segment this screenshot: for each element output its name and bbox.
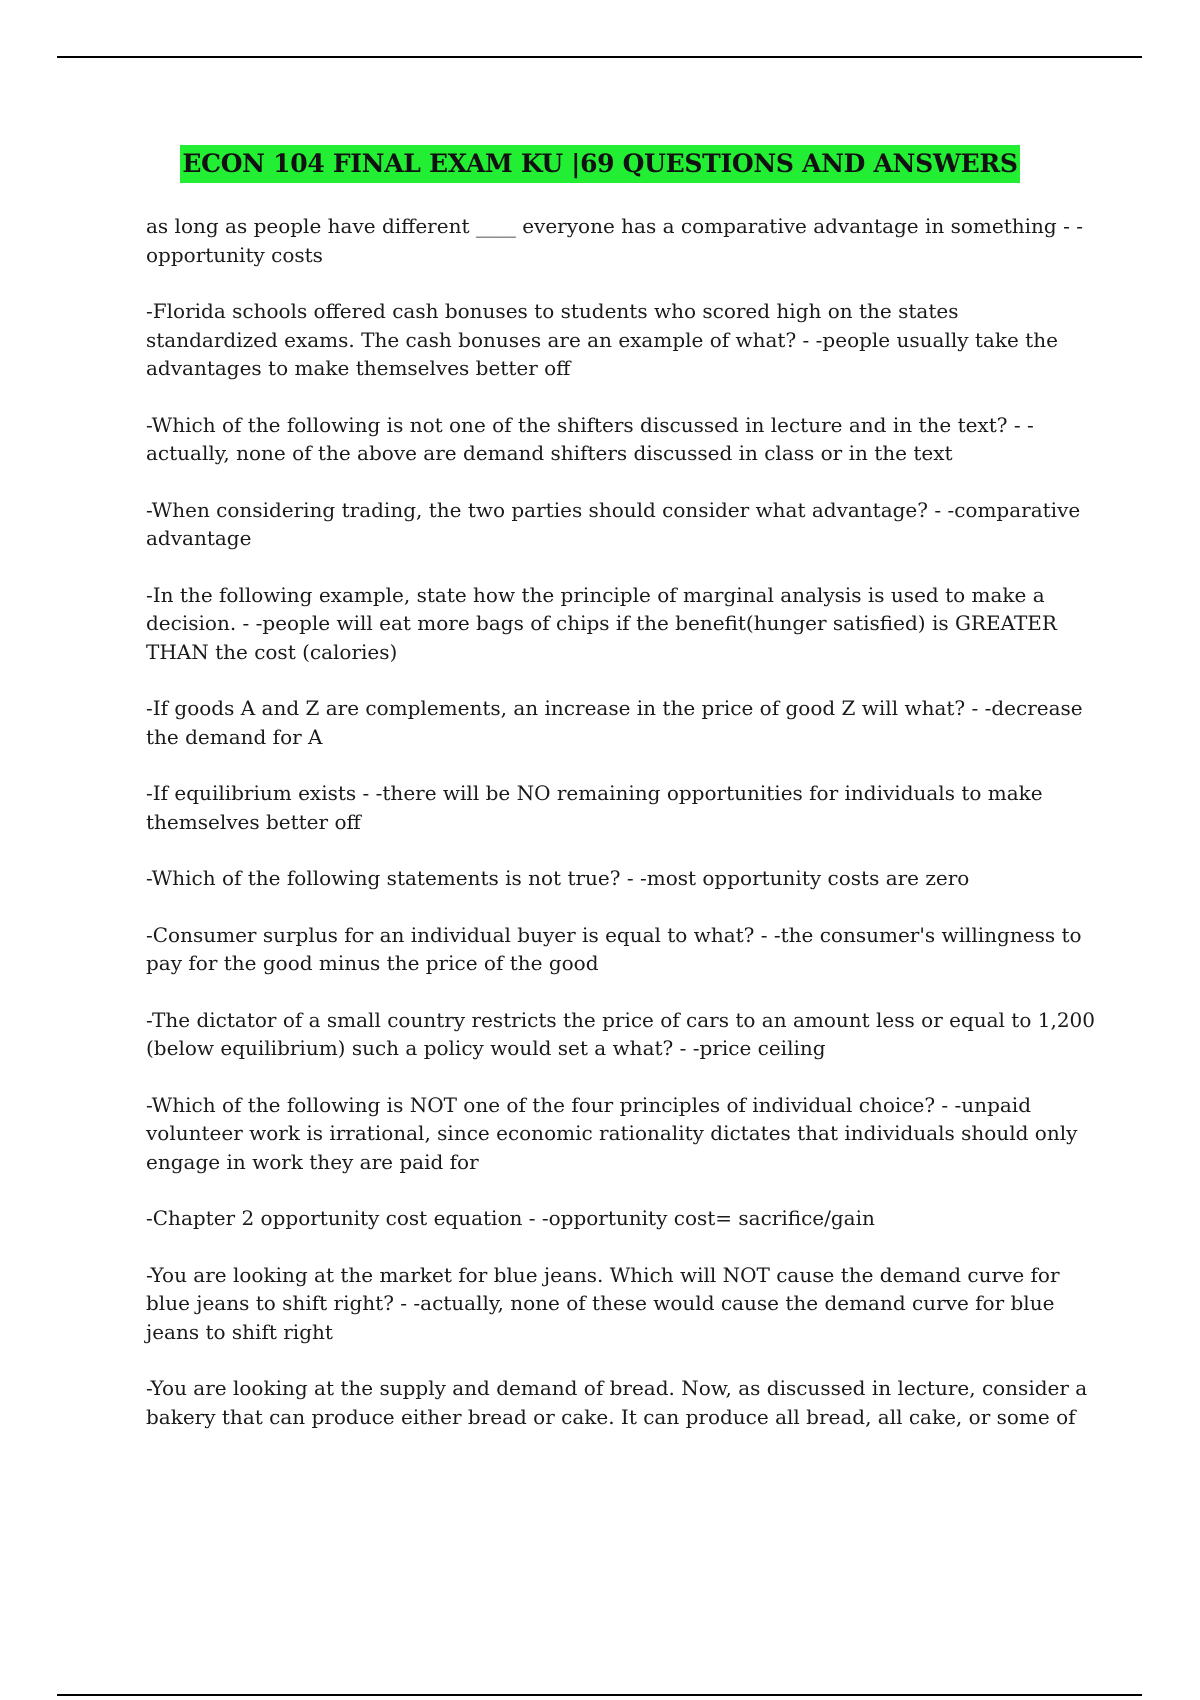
bottom-rule [57,1694,1142,1696]
qa-item: -Which of the following is not one of the shifters discussed in lecture and in the text? - -actually, none of the above are demand shifters discussed in class or in the text [146,412,1034,465]
qa-item: -If goods A and Z are complements, an increase in the price of good Z will what? - -decrease the demand for A [146,696,1083,749]
qa-list [146,212,1096,1459]
qa-item: -Which of the following statements is not true? - -most opportunity costs are zero [146,866,970,890]
qa-item: -In the following example, state how the principle of marginal analysis is used to make a decision. - -people will eat more bags of chips if the benefit(hunger satisfied) is GREATER THAN the cost (calories) [146,582,1057,664]
qa-item: -Which of the following is NOT one of the four principles of individual choice? - -unpaid volunteer work is irrational, since economic rationality dictates that individuals should only engage in work they are paid for [146,1092,1078,1174]
qa-item: -The dictator of a small country restricts the price of cars to an amount less or equal to 1,200 (below equilibrium) such a policy would set a what? - -price ceiling [146,1007,1095,1060]
qa-item: -You are looking at the supply and demand of bread. Now, as discussed in lecture, consider a bakery that can produce either bread or cake. It can produce all bread, all cake, or some of [146,1376,1088,1429]
qa-item: as long as people have different ____ everyone has a comparative advantage in something - -opportunity costs [146,214,1083,267]
top-rule [57,56,1142,58]
qa-item: -You are looking at the market for blue jeans. Which will NOT cause the demand curve for blue jeans to shift right? - -actually, none of these would cause the demand curve for blue jeans to shift right [146,1262,1060,1344]
qa-item: -Florida schools offered cash bonuses to students who scored high on the states standardized exams. The cash bonuses are an example of what? - -people usually take the advantages to make themselves better off [146,299,1058,380]
qa-item: -When considering trading, the two parties should consider what advantage? - -comparative advantage [146,497,1081,550]
page-title: ECON 104 FINAL EXAM KU |69 QUESTIONS AND ANSWERS [180,145,1019,183]
qa-item: -Chapter 2 opportunity cost equation - -opportunity cost= sacrifice/gain [146,1206,875,1230]
qa-item: -If equilibrium exists - -there will be NO remaining opportunities for individuals to make themselves better off [146,781,1043,834]
title-container [0,145,1200,183]
qa-item: -Consumer surplus for an individual buyer is equal to what? - -the consumer's willingness to pay for the good minus the price of the good [146,922,1082,975]
